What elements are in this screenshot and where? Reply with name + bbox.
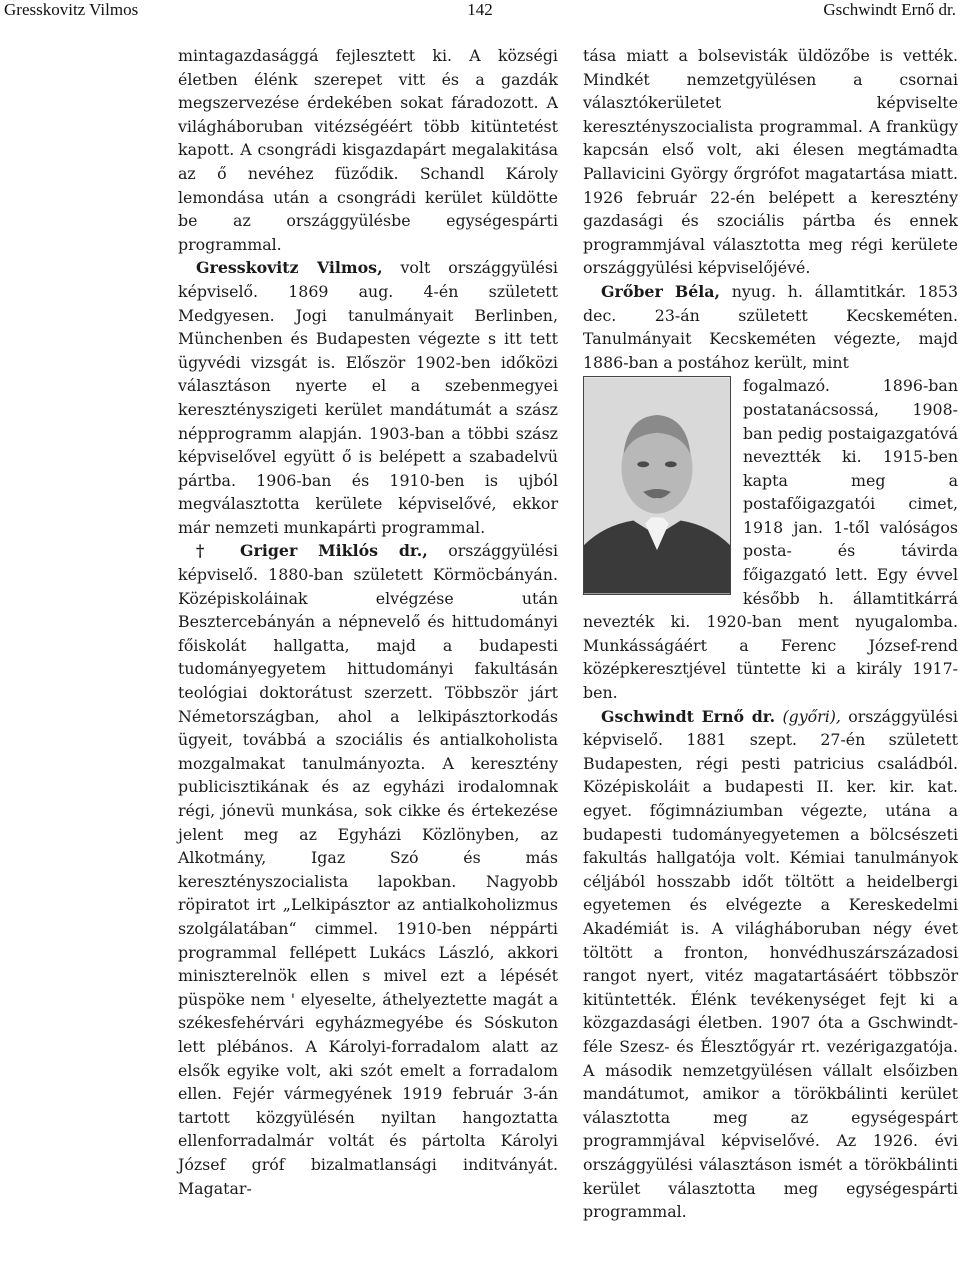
entry-place: (győri), <box>775 706 841 726</box>
left-column <box>178 44 558 1200</box>
left-eye <box>637 462 649 468</box>
entry-text: nyug. h. államtitkár. 1853 dec. 23-án született Kecskeméten. Tanulmányait Kecskeméten végezte, majd 1886-ban a postához került, mint <box>583 281 958 372</box>
portrait-photo <box>583 376 731 595</box>
entry-gresskovitz <box>178 256 558 539</box>
entry-grober <box>583 280 958 374</box>
entry-name: Grőber Béla, <box>601 281 721 301</box>
deceased-mark: † <box>196 541 220 561</box>
entry-text: országgyülési képviselő. 1880-ban született Körmöcbányán. Középiskoláinak elvégzése után Besztercebányán a népnevelő és hittudományi főiskolát hallgatta, majd a budapesti tudományegyetem hittudományi fakultásán teológiai doktorátust szerzett. Többször járt Németországban, ahol a lelkipásztorkodás ügyeit, továbbá a szociális és antialkoholista mozgalmakat tanulmányozta. A keresztény publicisztikának és az egyházi irodalomnak régi, jónevü munkása, sok cikke és értekezése jelent meg az Egyházi Közlönyben, az Alkotmány, Igaz Szó és más keresztényszocialista lapokban. Nagyobb röpiratot irt „Lelkipásztor az antialkoholizmus szolgálatában“ cimmel. 1910-ben néppárti programmal fellépett Lukács László, akkori miniszterelnök ellen s mivel ezt a lépését püspöke nem ' elyeselte, áthelyeztette magát a székesfehérvári egyházmegyébe és Sóskuton lett plébános. A Károlyi-forradalom alatt az elsők egyike volt, aki szót emelt a forradalom ellen. Fejér vármegyének 1919 február 3-án tartott közgyülésén nyiltan hangoztatta ellenforradalmár voltát és pártolta Károlyi József gróf bizalmatlansági inditványát. Magatar- <box>178 541 558 1198</box>
running-head-right: Gschwindt Ernő dr. <box>823 0 956 19</box>
entry-name: Griger Miklós dr., <box>240 541 428 561</box>
entry-continuation: tása miatt a bolsevisták üldözőbe is vették. Mindkét nemzetgyülésen a csornai választókerületet képviselte keresztényszocialista programmal. A frankügy kapcsán első volt, aki élesen megtámadta Pallavicini György őrgrófot magatartása miatt. 1926 február 22-én belépett a keresztény gazdasági és szociális pártba és ennek programmjával választotta meg régi kerülete országgyülési képviselőjévé. <box>583 46 958 278</box>
entry-text: volt országgyülési képviselő. 1869 aug. 4-én született Medgyesen. Jogi tanulmányait Berlinben, Münchenben és Budapesten végezte s itt tett ügyvédi vizsgát is. Először 1902-ben időközi választáson nyerte el a szebenmegyei keresztényszigeti kerület mandátumát a szász népprogramm alapján. 1903-ban a többi szász képviselővel együtt ő is belépett a szabadelvü pártba. 1906-ban és 1910-ben is ujból megválasztotta kerülete képviselővé, ekkor már nemzeti munkapárti programmal. <box>178 258 558 537</box>
page-number: 142 <box>467 0 493 19</box>
entry-gschwindt <box>583 705 958 1224</box>
portrait-photo-icon <box>584 377 730 594</box>
entry-name: Gresskovitz Vilmos, <box>196 258 383 278</box>
right-column <box>583 44 958 1224</box>
running-head-left: Gresskovitz Vilmos <box>4 0 139 19</box>
page-header <box>0 0 960 24</box>
entry-grober-continued: fogalmazó. 1896-ban postatanácsossá, 1908-ban pedig postaigazgatóvá neveztték ki. 1915-ben kapta meg a postafőigazgatói cimet, 1918 jan. 1-től valóságos posta- és távirda főigazgató lett. Egy évvel később h. államtitkárrá nevezték ki. 1920-ban ment nyugalomba. Munkásságáért a Ferenc József-rend középkeresztjével tüntette ki a király 1917-ben. <box>583 376 958 703</box>
entry-name: Gschwindt Ernő dr. <box>601 706 776 726</box>
entry-continuation: mintagazdasággá fejlesztett ki. A községi életben élénk szerepet vitt és a gazdák megszervezése érdekében sokat fáradozott. A világháboruban vitézségéért több kitüntetést kapott. A csongrádi kisgazdapárt megalakitása az ő nevéhez füződik. Schandl Károly lemondása után a csongrádi kerület küldötte be az országgyülésbe egységespárti programmal. <box>178 46 558 254</box>
entry-griger <box>178 539 558 1200</box>
right-eye <box>665 462 677 468</box>
entry-text: országgyülési képviselő. 1881 szept. 27-én született Budapesten, régi pesti patricius családból. Középiskoláit a budapesti II. ker. kir. kat. egyet. főgimnáziumban végezte, utána a budapesti tudományegyetemen a bölcsészeti fakultás hallgatója volt. Kémiai tanulmányok céljából hosszabb időt töltött a heidelbergi egyetemen és elvégezte a Kereskedelmi Akadémiát is. A világháboruban négy évet töltött a fronton, honvédhuszárszázadosi rangot nyert, vitéz magatartásáért többször kitüntették. Élénk tevékenységet fejt ki a közgazdasági életben. 1907 óta a Gschwindt-féle Szesz- és Élesztőgyár rt. vezérigazgatója. A második nemzetgyülésen vállalt elsőizben mandátumot, amikor a törökbálinti kerület választotta meg az egységespárt programmjával képviselővé. Az 1926. évi országgyülési választáson ismét a törökbálinti kerület választotta meg egységespárti programmal. <box>583 706 958 1222</box>
